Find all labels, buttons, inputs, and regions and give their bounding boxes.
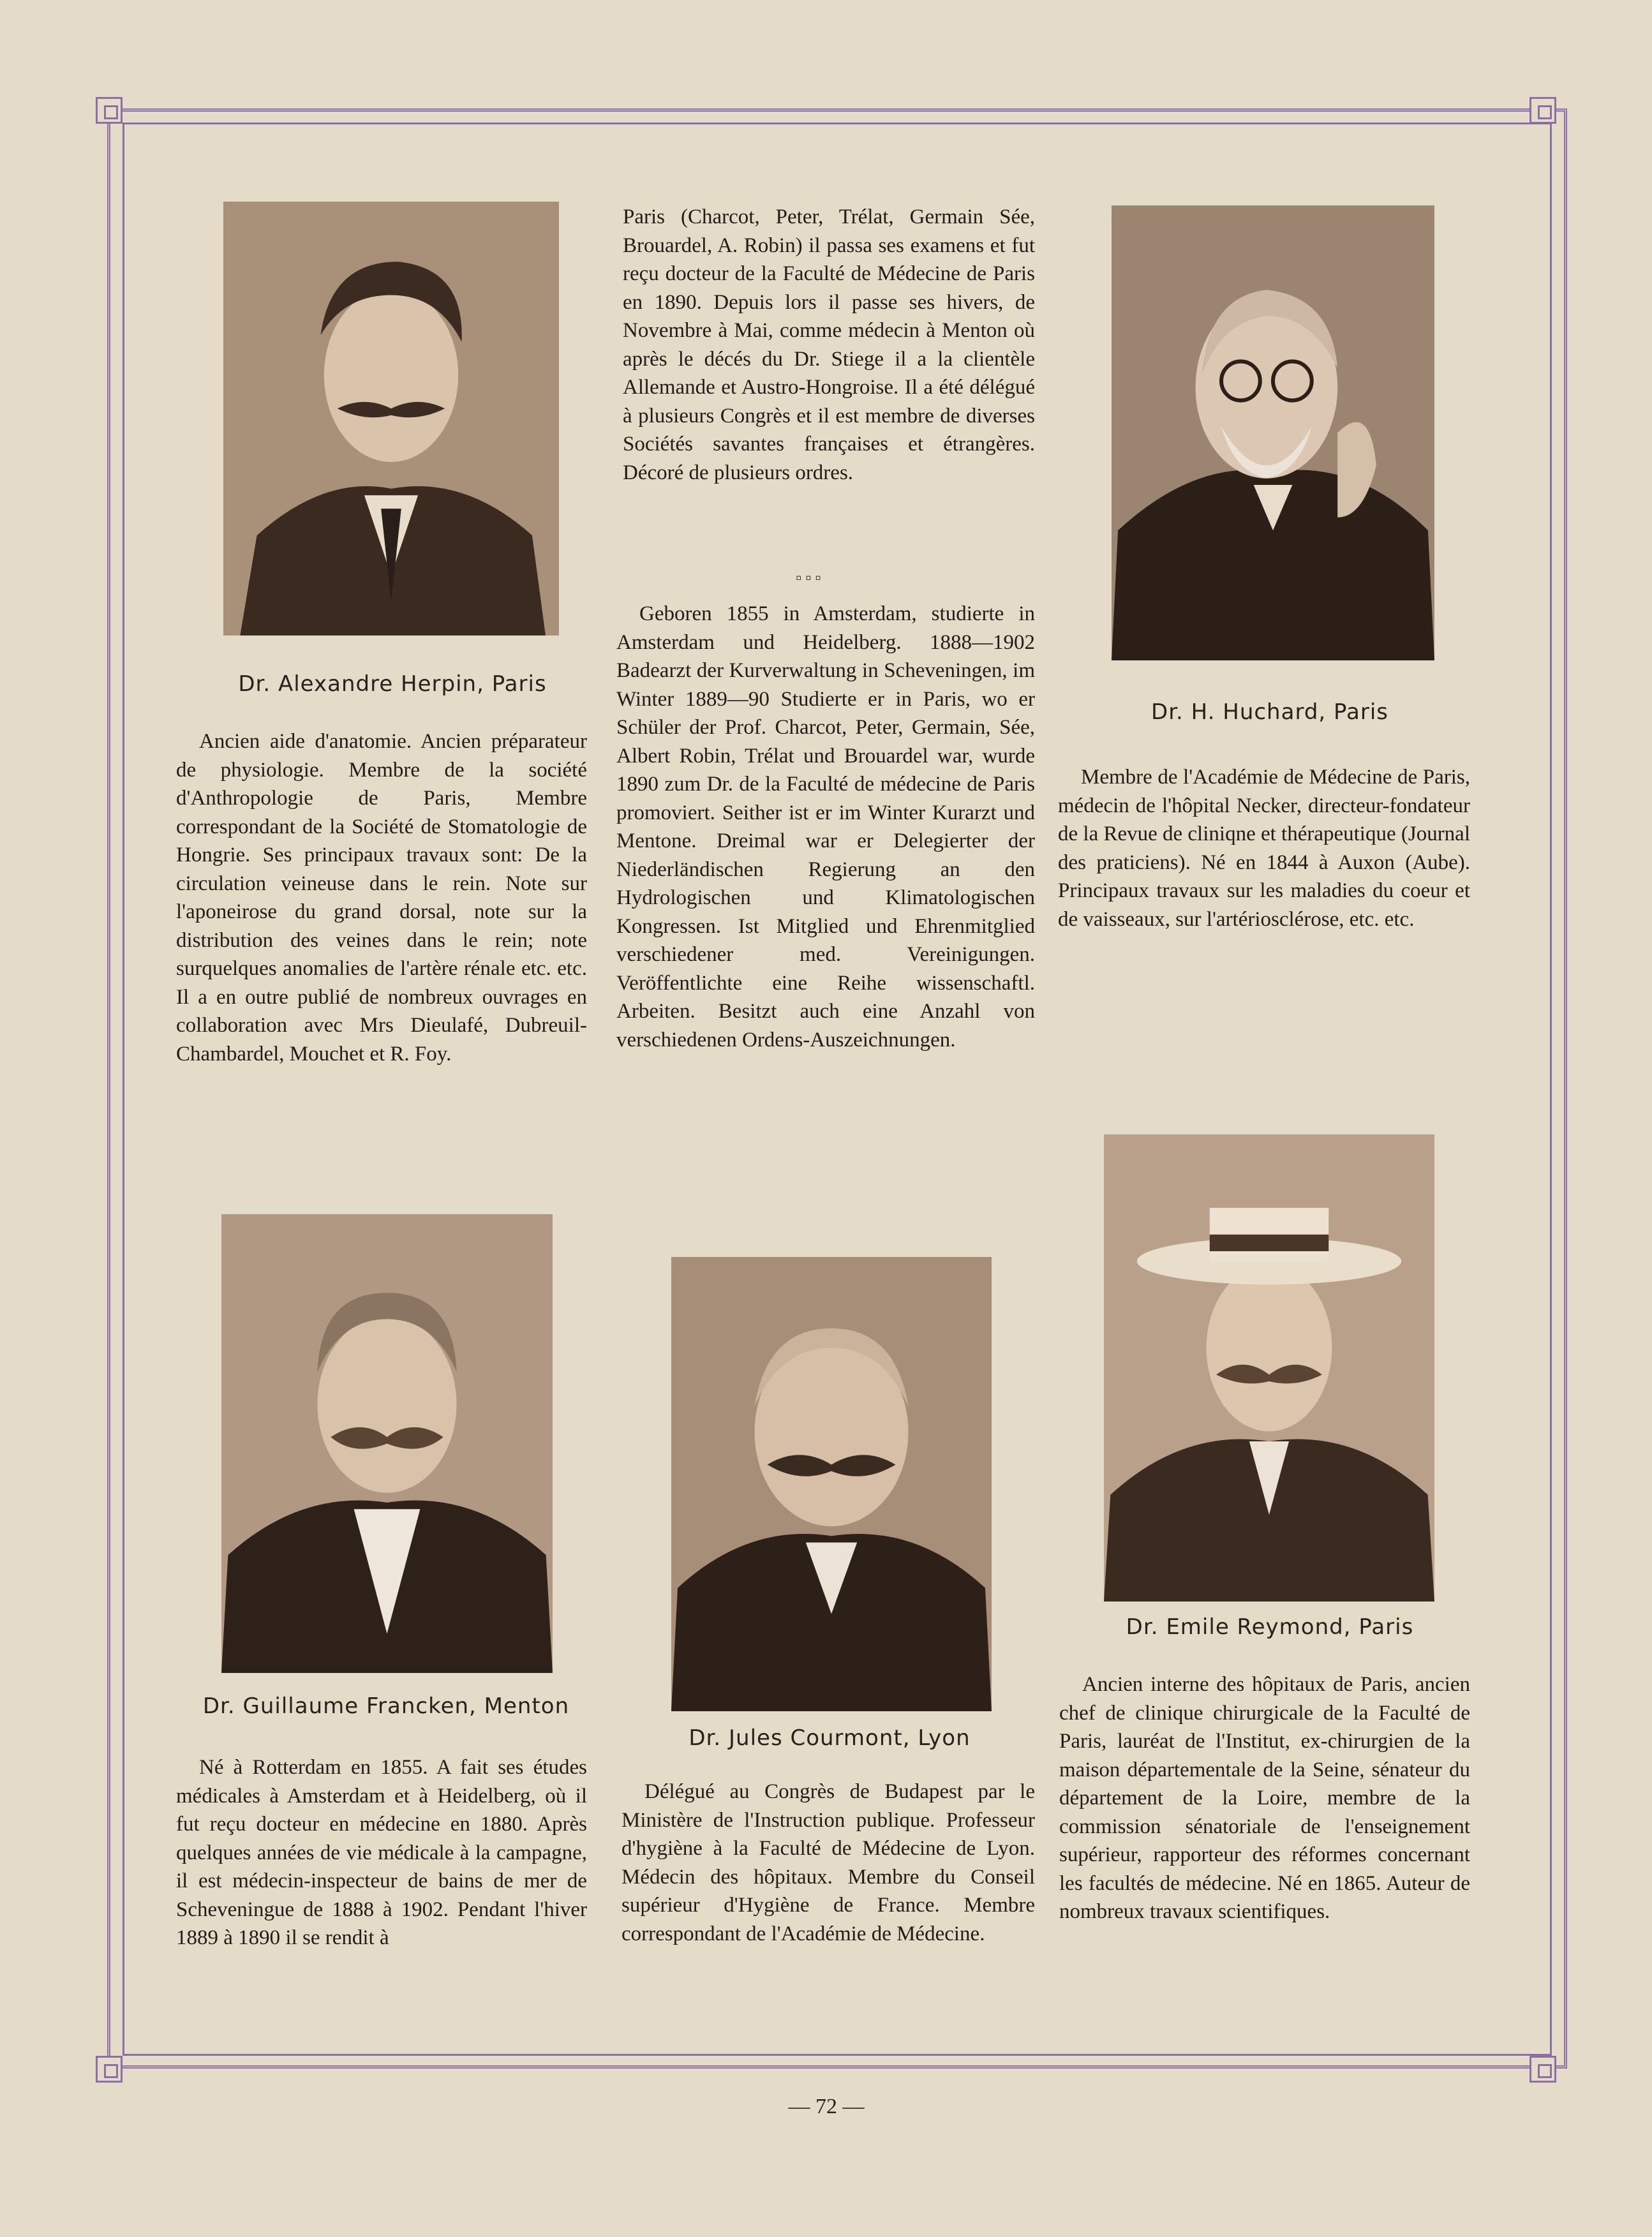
- caption-francken: Dr. Guillaume Francken, Menton: [202, 1693, 570, 1719]
- caption-courmont: Dr. Jules Courmont, Lyon: [688, 1725, 971, 1751]
- caption-reymond: Dr. Emile Reymond, Paris: [1126, 1614, 1414, 1640]
- portrait-huchard: [1112, 205, 1434, 660]
- bio-courmont: Délégué au Congrès de Budapest par le Ministère de l'Instruction publique. Professeur d'hygiène à la Faculté de Médecine de Lyon. Médecin des hôpitaux. Membre du Conseil supérieur d'Hygiène de France. Membre correspondant de l'Académie de Médecine.: [621, 1780, 1035, 1945]
- corner-ornament: [96, 2056, 123, 2083]
- section-divider-ornament: ▫▫▫: [796, 568, 825, 587]
- corner-ornament: [1529, 2056, 1556, 2083]
- bio-huchard: Membre de l'Académie de Médecine de Paris, médecin de l'hôpital Necker, directeur-fondateur de la Revue de cliniqne et thérapeutique (Journal des praticiens). Né en 1844 à Auxon (Aube). Principaux travaux sur les maladies du coeur et de vaisseaux, sur l'artériosclérose, etc. etc.: [1058, 766, 1470, 931]
- bio-francken-continuation-fr: Paris (Charcot, Peter, Trélat, Germain Sée, Brouardel, A. Robin) il passa ses examens et fut reçu docteur de la Faculté de Médecine de Paris en 1890. Depuis lors il passe ses hivers, de Novembre à Mai, comme médecin à Menton où après le décés du Dr. Stiege il a la clientèle Allemande et Austro-Hongroise. Il a été délégué à plusieurs Congrès et il est membre de diverses Sociétés savantes françaises et étrangères. Décoré de plusieurs ordres.: [623, 205, 1035, 484]
- portrait-reymond: [1104, 1134, 1434, 1602]
- corner-ornament: [96, 97, 123, 124]
- caption-huchard: Dr. H. Huchard, Paris: [1151, 699, 1388, 725]
- corner-ornament: [1529, 97, 1556, 124]
- portrait-francken: [221, 1214, 553, 1673]
- portrait-courmont: [671, 1257, 992, 1711]
- bio-francken-de: Geboren 1855 in Amsterdam, studierte in Amsterdam und Heidelberg. 1888—1902 Badearzt der Kurverwaltung in Scheveningen, im Winter 1889—90 Studierte er in Paris, wo er Schüler der Prof. Charcot, Peter, Germain, Sée, Albert Robin, Trélat und Brouardel war, wurde 1890 zum Dr. de la Faculté de médecine de Paris promoviert. Seither ist er im Winter Kurarzt und Mentone. Dreimal war er Delegierter der Niederländischen Regierung an den Hydrologischen und Klimatologischen Kongressen. Ist Mitglied und Ehrenmitglied verschiedener med. Vereinigungen. Veröffentlichte eine Reihe wissenschaftl. Arbeiten. Besitzt auch eine Anzahl von verschiedenen Ordens-Auszeichnungen.: [616, 602, 1035, 1052]
- bio-reymond: Ancien interne des hôpitaux de Paris, ancien chef de clinique chirurgicale de la Faculté de Paris, lauréat de l'Institut, ex-chirurgien de la maison départementale de la Seine, sénateur du département de la Loire, membre de la commission sénatoriale de l'enseignement supérieur, rapporteur des réformes concernant les facultés de médecine. Né en 1865. Auteur de nombreux travaux scientifiques.: [1059, 1673, 1470, 1923]
- page-number: — 72 —: [788, 2095, 865, 2118]
- caption-herpin: Dr. Alexandre Herpin, Paris: [238, 671, 547, 697]
- bio-herpin: Ancien aide d'anatomie. Ancien préparateur de physiologie. Membre de la société d'Anthropologie de Paris, Membre correspondant de la Société de Stomatologie de Hongrie. Ses principaux travaux sont: De la circulation veineuse dans le rein. Note sur l'aponeirose du grand dorsal, note sur la distribution des veines dans le rein; note surquelques anomalies de l'artère rénale etc. etc. Il a en outre publié de nombreux ouvrages en collaboration avec Mrs Dieulafé, Dubreuil-Chambardel, Mouchet et R. Foy.: [176, 730, 587, 1066]
- bio-francken: Né à Rotterdam en 1855. A fait ses études médicales à Amsterdam et à Heidelberg, où il fut reçu docteur en médecine en 1880. Après quelques années de vie médicale à la campagne, il est médecin-inspecteur de bains de mer de Scheveningue de 1888 à 1902. Pendant l'hiver 1889 à 1890 il se rendit à: [176, 1756, 587, 1949]
- portrait-herpin: [223, 202, 559, 635]
